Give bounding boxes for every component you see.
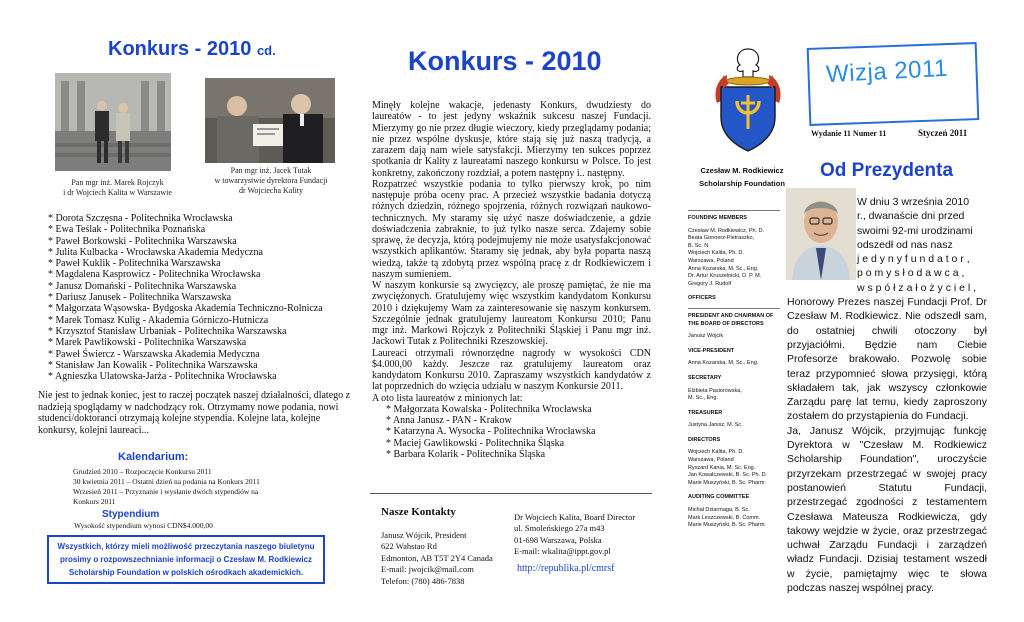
foundation-crest <box>707 45 789 157</box>
board-member: Warszawa, Poland <box>688 457 734 464</box>
board-member: Wojciech Kalita, Ph. D. <box>688 449 744 456</box>
winner-item: * Stanisław Jan Kowalik - Politechnika Warszawska <box>48 359 258 371</box>
laureate-item: * Barbara Kolarik - Politechnika Śląska <box>386 448 546 460</box>
winner-item: * Paweł Kuklik - Politechnika Warszawska <box>48 258 221 270</box>
winner-item: * Paweł Borkowski - Politechnika Warszawska <box>48 235 237 247</box>
crest-caption <box>683 164 801 190</box>
board-members <box>688 507 780 530</box>
stipend-title: Stypendium <box>102 509 160 520</box>
board-member: Anna Kozarska, M. Sc., Eng. <box>688 360 759 367</box>
board-member: Jan Kowalczewski, B. Sc. Ph. D. <box>688 472 768 479</box>
left-heading <box>108 38 276 61</box>
winner-item: * Marek Pawlikowski - Politechnika Warszawska <box>48 337 247 349</box>
crest-icon <box>707 45 789 157</box>
notice-line-3: Scholarship Foundation w polskich ośrodkach akademickich. <box>68 568 304 577</box>
board-member: Wojciech Kalita, Ph. D. <box>688 250 744 257</box>
board-members <box>688 449 780 487</box>
president-oath: Ja, Janusz Wójcik, przyjmując funkcję Dyrektora w "Czesław M. Rodkiewicz Scholarship Foundation", uroczyście przyrzekam przestrzegać w swojej pracy postanowień Statutu Fundacji, przestrzegać zgodności z testamentem Czesława Mateusza Rodkiewicza, gdy takowy wejdzie w życie, oraz przestrzegać uchwał Zarządu Fundacji i zarządzeń władz Fundacji. Dzisiaj testament wszedł w życie, pamiętajmy więc te słowa podczas naszej wspólnej pracy. <box>787 424 987 595</box>
board-member: Janusz Wójcik <box>688 333 724 340</box>
board-member: Michał Dziarmaga, B. Sc. <box>688 507 750 514</box>
contact-line: 622 Wahstao Rd <box>381 541 437 552</box>
board-member: Dr. Artur Kruszelnicki, D. P. M. <box>688 273 762 280</box>
board-section-label: FOUNDING MEMBERS <box>688 215 747 221</box>
winner-item: * Małgorzata Wąsowska- Bydgoska Akademia Techniczno-Rolnicza <box>48 303 323 315</box>
contact-line: Dr Wojciech Kalita, Board Director <box>514 512 636 522</box>
caption-photo-2 <box>196 166 346 196</box>
laureate-item: * Katarzyna A. Wysocka - Politechnika Wrocławska <box>386 426 596 438</box>
contact-line: Edmonton, AB T5T 2Y4 Canada <box>381 552 493 563</box>
president-letter-line: odszedł od nas nasz <box>857 238 953 251</box>
right-heading: Od Prezydenta <box>820 160 954 181</box>
issue-date: Styczeń 2011 <box>918 128 968 138</box>
president-letter-line: r., dwanaście dni przed <box>857 210 965 223</box>
article-paragraph: Minęły kolejne wakacje, jedenasty Konkurs, dwudziesty do laureatów - to jest jedyny wskaźnik sukcesu naszej Fundacji. Mierzymy go nie przez długie wieczory, kiedy przeglądamy podania; nie przez wspólne dyskusje, które stają się już naszą tradycją, a zarazem dają nam wiele satysfakcji. Mierzymy ten sukces poprzez spotkania dr Kality z laureatami naszego konkursu w Polsce. To jest konkretny, zakończony rozdział, a potem następny i.. następny. <box>372 100 651 179</box>
caption-photo-1-line1: Pan mgr inż. Marek Rojczyk <box>71 178 164 187</box>
calendar-item: Grudzień 2010 – Rozpoczęcie Konkursu 2011 <box>73 467 212 476</box>
contact-director <box>514 512 654 558</box>
winner-item: * Dorota Szczęsna - Politechnika Wrocławska <box>48 213 233 224</box>
crest-caption-line2: Scholarship Foundation <box>699 179 785 188</box>
board-members <box>688 228 780 289</box>
contact-phone: Telefon: (780) 486-7838 <box>381 575 465 586</box>
board-divider <box>688 308 780 309</box>
left-heading-text: Konkurs - 2010 <box>108 38 252 60</box>
laureate-item: * Małgorzata Kowalska - Politechnika Wrocławska <box>386 403 592 415</box>
president-letter-line: p o m y s ł o d a w c a , <box>857 267 965 280</box>
contact-email[interactable]: E-mail: wkalita@ippt.gov.pl <box>514 546 611 557</box>
president-letter-line: W dniu 3 września 2010 <box>857 196 970 208</box>
winner-item: * Julita Kulbacka - Wrocławska Akademia Medyczna <box>48 246 263 258</box>
middle-article <box>372 100 651 460</box>
photo-tutak-kalita <box>205 78 335 163</box>
board-section-label: AUDITING COMMITTEE <box>688 494 750 501</box>
board-members <box>688 388 780 403</box>
calendar-title: Kalendarium: <box>118 451 189 463</box>
calendar-item: 30 kwietnia 2011 – Ostatni dzień na podania na Konkurs 2011 <box>73 477 260 486</box>
president-letter-body: Honorowy Prezes naszej Fundacji Prof. Dr Czesław M. Rodkiewicz. Nie odszedł sam, do ostatniej chwili otoczony był przyjaciółmi. Będzie nam Ciebie Profesorze brakowało. Pozwolę sobie teraz przypomnieć słowa przysięgi, którą składałem tak, jak wszyscy członkowie Zarządu parę lat temu, kiedy zaproszony zostałem do przystąpienia do Fundacji. <box>787 296 987 423</box>
winner-item: * Janusz Domański - Politechnika Warszawska <box>48 280 237 292</box>
board-section-label: OFFICERS <box>688 295 716 302</box>
president-letter-line: swoimi 92-mi urodzinami <box>857 224 973 237</box>
contacts-title: Nasze Kontakty <box>381 506 456 518</box>
board-member: M. Sc., Eng. <box>688 395 718 402</box>
board-section-label: TREASURER <box>688 409 723 416</box>
contact-line: ul. Smoleńskiego 27a m43 <box>514 523 605 534</box>
newsletter-title: Wizja 2011 <box>825 54 949 89</box>
board-member: Gregory J. Rudolf <box>688 280 732 287</box>
board-member: Marie Muszyński, B. Sc. Pharm. <box>688 479 766 486</box>
photo-tutak-kalita-image <box>205 78 335 163</box>
crest-caption-line1: Czesław M. Rodkiewicz <box>700 166 784 175</box>
issue-number: Wydanie 11 Numer 11 <box>811 129 887 138</box>
winner-item: * Magdalena Kasprowicz - Politechnika Wrocławska <box>48 269 261 281</box>
article-paragraph: Laureaci otrzymali równorzędne nagrody w wysokości CDN $4.000,00 każdy. Jeszcze raz gratulujemy laureatom oraz kandydatom Konkursu 2010. Zapraszamy wszystkich kandydatów z lat poprzednich do wzięcia udziału w naszym Konkursie 2011. <box>372 347 651 393</box>
stipend-text: Wysokość stypendium wynosi CDN$4.000,00 <box>74 521 213 530</box>
contact-line: 01-698 Warszawa, Polska <box>514 534 602 545</box>
photo-rojczyk-kalita-image <box>55 73 171 171</box>
notice-line-1: Wszystkich, którzy mieli możliwość przeczytania naszego biuletynu <box>57 542 315 551</box>
board-sidebar <box>688 206 780 530</box>
winner-item: * Ewa Teślak - Politechnika Poznańska <box>48 224 206 236</box>
board-section-label: SECRETARY <box>688 374 722 381</box>
contact-line: Janusz Wójcik, President <box>381 530 467 540</box>
website-link[interactable]: http://republika.pl/cmrsf <box>517 563 615 574</box>
winner-item: * Dariusz Janusek - Politechnika Warszawska <box>48 292 232 304</box>
article-paragraph: W naszym konkursie są zwycięzcy, ale proszę pamiętać, że nie ma zwyciężonych. Gratulujemy więc wszystkim kandydatom Konkursu 2010 i dziękujemy Wam za zainteresowanie się naszym konkursem. Szczególnie jednak gratulujemy laureatom Konkursu 2010; Panu mgr inż. Markowi Rojczyk z Politechniki Śląskiej i Panu mgr inż. Jackowi Tutak z Politechniki Rzeszowskiej. <box>372 280 651 348</box>
photo-rojczyk-kalita <box>55 73 171 171</box>
winner-item: * Agnieszka Ulatowska-Jarża - Politechnika Wrocławska <box>48 371 277 383</box>
board-section-label: VICE-PRESIDENT <box>688 347 735 354</box>
article-paragraph: Rozpatrzeć wszystkie podania to tylko pierwszy krok, po nim następuje próba oceny prac. A przecież wszystkie badania dotyczą różnych dziedzin, różnego spojrzenia, różnych rozwiązań naukowo-technicznych. My staramy się użyć nasze doświadczenie, a gdzie doświadczenia zabraknie, to już tylko nasze serca. Zdajemy sobie sprawę, że decyzja, którą podejmujemy nie może usatysfakcjonować wszystkich aplikantów. Staramy się jednak, aby była poparta naszą wiedzą, także tą zdobytą przez wspólną pracę z dr Rodkiewiczem i naszym sumieniem. <box>372 178 651 280</box>
calendar-item: Wrzesień 2011 – Przyznanie i wysłanie dwóch stypendiów na <box>73 487 259 496</box>
board-member: Marie Muszyński, B. Sc. Pharm. <box>688 522 766 529</box>
contacts-divider <box>370 493 652 494</box>
contact-president <box>381 530 521 587</box>
board-section-label: DIRECTORS <box>688 436 721 443</box>
president-letter-line: j e d y n y f u n d a t o r , <box>857 253 970 266</box>
board-member: Czesław M. Rodkiewicz, Ph. D. <box>688 227 765 234</box>
caption-photo-2-line3: dr Wojciecha Kality <box>238 186 304 195</box>
caption-photo-2-line2: w towarzystwie dyrektora Fundacji <box>214 176 328 185</box>
winner-item: * Krzysztof Stanisław Urbaniak - Politechnika Warszawska <box>48 325 287 337</box>
closing-paragraph: Nie jest to jednak koniec, jest to raczej początek naszej działalności, dlatego z nadzieją spoglądamy w nadchodzący rok. Otrzymamy nowe podania, nowi studenci/doktoranci otrzymają kolejne stypendia. Kolejne lata, kolejne konkursy, kolejni laureaci... <box>38 390 351 436</box>
president-letter-line: w s p ó ł z a ł o ż y c i e l , <box>857 281 977 294</box>
board-member: Anna Kozarska, M. Sc., Eng. <box>688 265 759 272</box>
calendar-item: Konkurs 2011 <box>73 497 116 506</box>
board-member: Ryszard Kania, M. Sc. Eng. <box>688 464 756 471</box>
board-section-label: PRESIDENT AND CHAIRMAN OF THE BOARD OF DIRECTORS <box>688 312 774 327</box>
winners-list <box>48 213 358 382</box>
notice-line-2: prosimy o rozpowszechnianie informacji o Czesław M. Rodkiewicz <box>59 555 313 564</box>
caption-photo-2-line1: Pan mgr inż. Jacek Tutak <box>230 166 312 175</box>
board-member: Mark Leszczewski, B. Comm. <box>688 514 761 521</box>
laureate-item: * Anna Janusz - PAN - Krakow <box>386 415 512 426</box>
caption-photo-1 <box>50 178 185 198</box>
winner-item: * Paweł Świercz - Warszawska Akademia Medyczna <box>48 348 260 360</box>
board-member: Warszawa, Poland <box>688 257 734 264</box>
president-letter <box>787 195 987 595</box>
board-member: B. Sc. N. <box>688 242 710 249</box>
board-divider <box>688 210 780 211</box>
winner-item: * Marek Tomasz Kulig - Akademia Górniczo-Hutnicza <box>48 314 269 326</box>
board-member: Beata Gonoerz-Pietraszko, <box>688 235 755 242</box>
contact-email[interactable]: E-mail: jwojcik@mail.com <box>381 564 474 575</box>
board-member: Elżbieta Pasiorowska, <box>688 387 742 394</box>
middle-heading: Konkurs - 2010 <box>408 46 602 76</box>
laureate-item: * Maciej Gawlikowski - Politechnika Śląska <box>386 437 565 449</box>
left-heading-suffix: cd. <box>256 43 276 58</box>
board-member: Justyna Janisz, M. Sc. <box>688 422 743 429</box>
calendar-list <box>73 467 313 507</box>
notice-box <box>47 535 325 584</box>
caption-photo-1-line2: i dr Wojciech Kalita w Warszawie <box>63 188 172 197</box>
article-paragraph: A oto lista laureatów z minionych lat: <box>372 392 523 404</box>
